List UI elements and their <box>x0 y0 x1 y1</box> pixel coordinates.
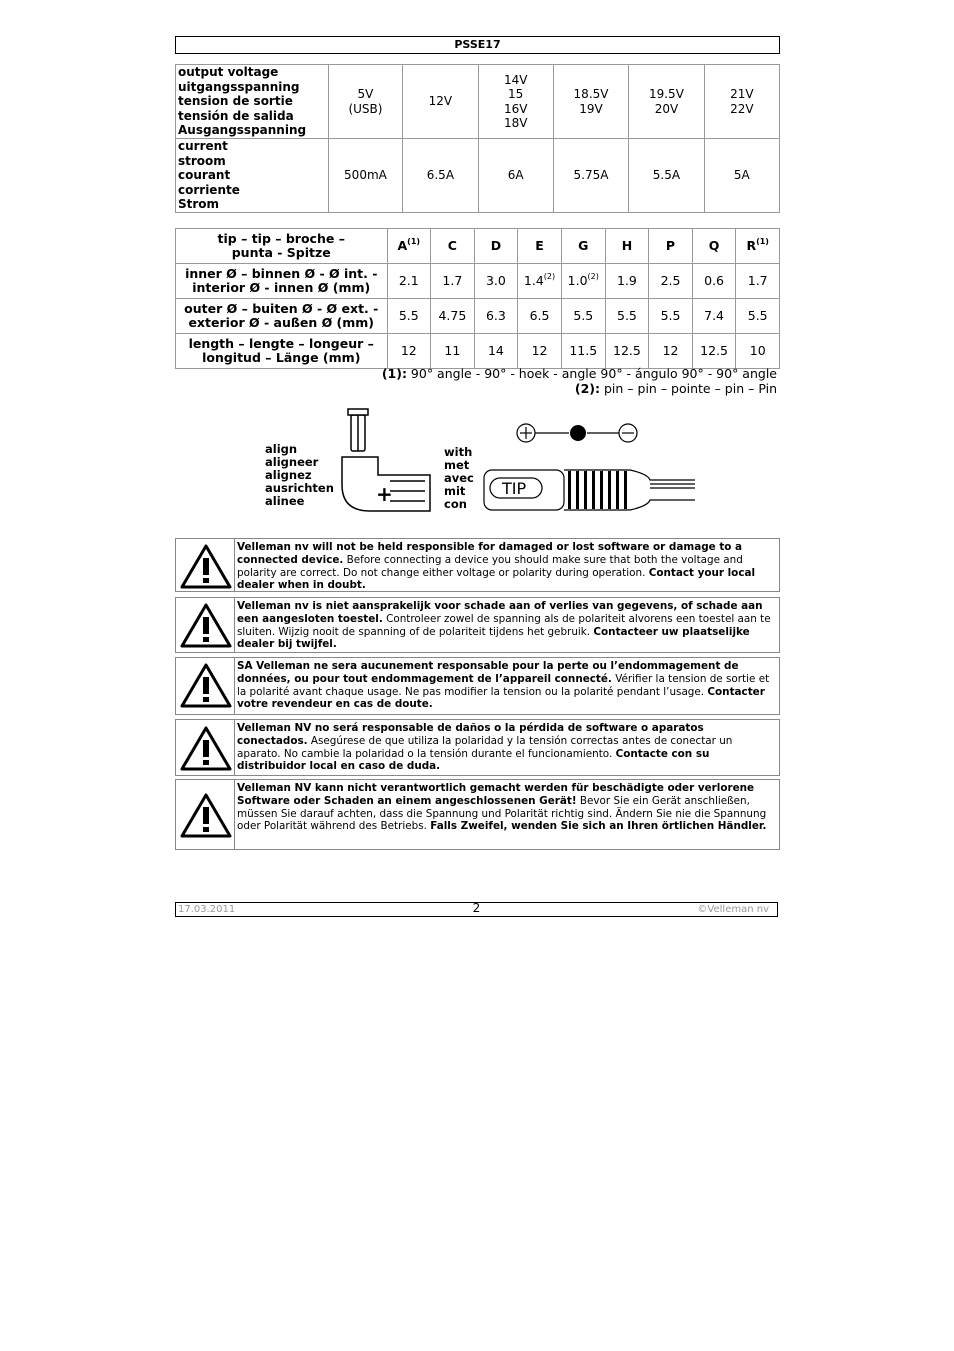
page-title: PSSE17 <box>175 36 780 54</box>
warning-text: Velleman NV no será responsable de daños o la pérdida de software o aparatos conectados. Asegúrese de que utiliza la polaridad y la tensión correctas antes de conectar un aparato. No cambie la polaridad o la tensión durante el funcionamiento. Contacte con su distribuidor local en caso de duda. <box>237 722 733 773</box>
row-label-length: length – lengte – longeur – longitud – Länge (mm) <box>176 334 388 369</box>
table-cell: 11.5 <box>561 334 605 369</box>
table-cell: 12 <box>387 334 431 369</box>
table-cell: 500mA <box>328 139 403 213</box>
table-cell: 14 <box>474 334 517 369</box>
table-cell: 19.5V 20V <box>629 65 704 139</box>
warning-triangle-icon <box>176 598 235 652</box>
table-cell: 5.5A <box>629 139 704 213</box>
column-header: P <box>649 229 692 264</box>
warning-box <box>175 719 780 776</box>
table-cell: 12.5 <box>692 334 736 369</box>
column-header: C <box>431 229 475 264</box>
table-cell: 6.3 <box>474 299 517 334</box>
with-label: with met avec mit con <box>444 445 474 511</box>
table-cell: 5A <box>704 139 779 213</box>
table-cell: 12.5 <box>605 334 649 369</box>
table-cell: 6.5A <box>403 139 478 213</box>
page-footer <box>175 902 778 917</box>
table-row <box>176 65 780 139</box>
table-cell: 1.9 <box>605 264 649 299</box>
align-label: align aligneer alignez ausrichten alinee <box>265 442 334 508</box>
warning-box <box>175 779 780 850</box>
table-cell: 12 <box>649 334 692 369</box>
table-cell: 12 <box>518 334 562 369</box>
table-cell: 21V 22V <box>704 65 779 139</box>
warning-triangle-icon <box>176 658 235 714</box>
table-cell: 2.5 <box>649 264 692 299</box>
table-cell: 5V (USB) <box>328 65 403 139</box>
table-cell: 10 <box>736 334 780 369</box>
table-cell: 5.5 <box>561 299 605 334</box>
warning-triangle-icon <box>176 780 235 849</box>
table-cell: 1.4$^{(2)}$ <box>518 264 562 299</box>
column-header: $A^{(1)}$ <box>387 229 431 264</box>
warning-text: Velleman nv will not be held responsible for damaged or lost software or damage to a connected device. Before connecting a device you should make sure that both the voltage and polarity are correct. Do not change either voltage or polarity during operation. Contact your local dealer when in doubt. <box>237 541 756 592</box>
center-pin-icon <box>570 425 586 441</box>
column-header: G <box>561 229 605 264</box>
warning-text: SA Velleman ne sera aucunement responsable pour la perte ou l’endommagement de données, ou pour tout endommagement de l’appareil connecté. Vérifier la tension de sortie et la polarité avant chaque usage. Ne pas modifier la tension ou la polarité pendant l’usage. Contacter votre revendeur en cas de doute. <box>237 660 770 711</box>
table-cell: 1.0$^{(2)}$ <box>561 264 605 299</box>
tip-header-label: tip – tip – broche – punta - Spitze <box>176 229 388 264</box>
warning-box <box>175 657 780 715</box>
tip-dimension-table <box>175 228 780 369</box>
table-row <box>176 139 780 213</box>
tip-label: TIP <box>502 479 527 498</box>
warning-triangle-icon <box>176 539 235 591</box>
row-label-voltage: output voltage uitgangsspanning tension de sortie tensión de salida Ausgangsspanning <box>176 65 329 139</box>
table-cell: 5.5 <box>387 299 431 334</box>
footnote-1: (1): 90° angle - 90° - hoek - angle 90° - ángulo 90° - 90° angle <box>381 366 777 381</box>
table-cell: 11 <box>431 334 475 369</box>
table-cell: 7.4 <box>692 299 736 334</box>
table-cell: 5.5 <box>605 299 649 334</box>
table-cell: 12V <box>403 65 478 139</box>
angled-plug-illustration <box>330 405 440 520</box>
table-cell: 5.5 <box>649 299 692 334</box>
row-label-inner: inner Ø – binnen Ø - Ø int. - interior Ø - innen Ø (mm) <box>176 264 388 299</box>
table-cell: 4.75 <box>431 299 475 334</box>
table-row <box>176 334 780 369</box>
table-cell: 14V 15 16V 18V <box>478 65 553 139</box>
page-number: 2 <box>472 901 481 915</box>
table-cell: 1.7 <box>431 264 475 299</box>
column-header: D <box>474 229 517 264</box>
footer-date: 17.03.2011 <box>178 904 236 915</box>
output-spec-table <box>175 64 780 213</box>
row-label-outer: outer Ø – buiten Ø - Ø ext. - exterior Ø - außen Ø (mm) <box>176 299 388 334</box>
row-label-current: current stroom courant corriente Strom <box>176 139 329 213</box>
footer-copyright: ©Velleman nv <box>697 904 769 915</box>
column-header: $R^{(1)}$ <box>736 229 780 264</box>
footnote-2: (2): pin – pin – pointe – pin – Pin <box>574 381 777 396</box>
table-cell: 2.1 <box>387 264 431 299</box>
warning-text: Velleman NV kann nicht verantwortlich gemacht werden für beschädigte oder verlorene Software oder Schaden an einem angeschlossenen Gerät! Bevor Sie ein Gerät anschließen, müssen Sie darauf achten, dass die Spannung und Polarität richtig sind. Ändern Sie nie die Spannung oder Polarität während des Betriebs. Falls Zweifel, wenden Sie sich an Ihren örtlichen Händler. <box>237 782 767 833</box>
column-header: E <box>518 229 562 264</box>
table-cell: 6.5 <box>518 299 562 334</box>
table-cell: 6A <box>478 139 553 213</box>
table-cell: 3.0 <box>474 264 517 299</box>
column-header: Q <box>692 229 736 264</box>
table-cell: 1.7 <box>736 264 780 299</box>
warning-box <box>175 597 780 653</box>
table-row <box>176 264 780 299</box>
table-cell: 5.75A <box>553 139 628 213</box>
table-header-row <box>176 229 780 264</box>
warning-triangle-icon <box>176 720 235 775</box>
column-header: H <box>605 229 649 264</box>
warning-box <box>175 538 780 592</box>
table-cell: 0.6 <box>692 264 736 299</box>
table-cell: 18.5V 19V <box>553 65 628 139</box>
table-cell: 5.5 <box>736 299 780 334</box>
table-row <box>176 299 780 334</box>
polarity-plug-illustration <box>480 418 700 523</box>
plus-sign: + <box>376 482 393 506</box>
warning-text: Velleman nv is niet aansprakelijk voor schade aan of verlies van gegevens, of schade aan een aangesloten toestel. Controleer zowel de spanning als de polariteit alvorens een toestel aan te sluiten. Wijzig nooit de spanning of de polariteit tijdens het gebruik. Contacteer uw plaatselijke dealer bij twijfel. <box>237 600 771 651</box>
